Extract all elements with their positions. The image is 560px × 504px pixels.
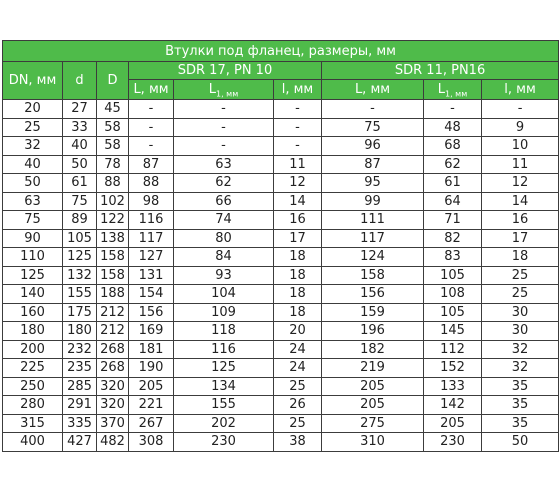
table-cell: 268: [97, 359, 129, 378]
table-cell: 89: [63, 211, 97, 230]
table-cell: 200: [3, 340, 63, 359]
table-cell: 116: [174, 340, 274, 359]
table-cell: 400: [3, 433, 63, 452]
table-cell: 212: [97, 322, 129, 341]
table-cell: 80: [174, 229, 274, 248]
table-cell: 125: [3, 266, 63, 285]
table-cell: 104: [174, 285, 274, 304]
table-row: [3, 211, 559, 230]
table-cell: 212: [97, 303, 129, 322]
table-cell: 75: [3, 211, 63, 230]
header-sdr11-L1-sub: 1, мм: [445, 89, 468, 99]
table-cell: 78: [97, 155, 129, 174]
table-cell: 17: [274, 229, 322, 248]
table-cell: 181: [129, 340, 174, 359]
table-cell: 109: [174, 303, 274, 322]
table-cell: 155: [63, 285, 97, 304]
table-cell: 62: [424, 155, 482, 174]
flange-bushing-table: [2, 40, 559, 452]
table-cell: 17: [482, 229, 559, 248]
table-cell: 175: [63, 303, 97, 322]
table-cell: 145: [424, 322, 482, 341]
table-cell: 154: [129, 285, 174, 304]
table-cell: 35: [482, 377, 559, 396]
table-cell: 24: [274, 340, 322, 359]
table-cell: 335: [63, 414, 97, 433]
table-cell: 63: [3, 192, 63, 211]
table-cell: 230: [174, 433, 274, 452]
table-cell: 221: [129, 396, 174, 415]
header-sdr17-L1: [174, 80, 274, 100]
table-row: [3, 155, 559, 174]
table-cell: 35: [482, 414, 559, 433]
header-sdr17-L: L, мм: [129, 80, 174, 100]
table-cell: 205: [322, 396, 424, 415]
table-cell: 140: [3, 285, 63, 304]
table-cell: 12: [274, 174, 322, 193]
table-cell: 159: [322, 303, 424, 322]
header-sdr11-L1: [424, 80, 482, 100]
table-cell: 116: [129, 211, 174, 230]
table-cell: 205: [322, 377, 424, 396]
table-cell: 99: [322, 192, 424, 211]
table-cell: 285: [63, 377, 97, 396]
table-cell: 196: [322, 322, 424, 341]
table-cell: 50: [63, 155, 97, 174]
table-cell: 16: [274, 211, 322, 230]
table-cell: 315: [3, 414, 63, 433]
table-cell: 87: [129, 155, 174, 174]
table-cell: 62: [174, 174, 274, 193]
table-cell: 27: [63, 100, 97, 119]
table-cell: 180: [63, 322, 97, 341]
table-cell: 125: [63, 248, 97, 267]
table-row: [3, 396, 559, 415]
table-cell: 38: [274, 433, 322, 452]
table-cell: 10: [482, 137, 559, 156]
table-cell: 158: [322, 266, 424, 285]
table-cell: 230: [424, 433, 482, 452]
table-cell: 250: [3, 377, 63, 396]
table-cell: 25: [482, 285, 559, 304]
header-sdr17-L1-sub: 1, мм: [216, 89, 239, 99]
table-cell: 125: [174, 359, 274, 378]
table-cell: 33: [63, 118, 97, 137]
table-cell: 169: [129, 322, 174, 341]
table-cell: 124: [322, 248, 424, 267]
table-cell: 291: [63, 396, 97, 415]
table-cell: 225: [3, 359, 63, 378]
header-sdr11-l: l, мм: [482, 80, 559, 100]
table-cell: 84: [174, 248, 274, 267]
table-cell: 32: [482, 340, 559, 359]
table-row: [3, 285, 559, 304]
table-cell: 188: [97, 285, 129, 304]
table-cell: 117: [322, 229, 424, 248]
table-row: [3, 322, 559, 341]
table-cell: 24: [274, 359, 322, 378]
table-cell: 320: [97, 396, 129, 415]
table-cell: 133: [424, 377, 482, 396]
table-cell: 122: [97, 211, 129, 230]
table-cell: 308: [129, 433, 174, 452]
table-cell: 26: [274, 396, 322, 415]
table-cell: -: [129, 137, 174, 156]
table-cell: 32: [3, 137, 63, 156]
table-cell: 134: [174, 377, 274, 396]
table-cell: 280: [3, 396, 63, 415]
table-cell: 96: [322, 137, 424, 156]
header-d: d: [63, 62, 97, 100]
table-cell: 18: [274, 266, 322, 285]
table-cell: 18: [482, 248, 559, 267]
table-cell: 310: [322, 433, 424, 452]
table-cell: 118: [174, 322, 274, 341]
table-cell: 117: [129, 229, 174, 248]
table-cell: -: [274, 137, 322, 156]
table-cell: 158: [97, 266, 129, 285]
table-cell: -: [322, 100, 424, 119]
table-cell: 152: [424, 359, 482, 378]
table-cell: 182: [322, 340, 424, 359]
table-cell: 482: [97, 433, 129, 452]
table-cell: 158: [97, 248, 129, 267]
table-cell: 58: [97, 137, 129, 156]
table-cell: 18: [274, 285, 322, 304]
table-cell: 58: [97, 118, 129, 137]
table-cell: -: [174, 118, 274, 137]
table-row: [3, 192, 559, 211]
table-cell: 12: [482, 174, 559, 193]
header-sdr17-L1-main: L: [208, 82, 216, 97]
table-cell: 25: [482, 266, 559, 285]
table-cell: -: [174, 137, 274, 156]
table-body: [3, 100, 559, 452]
table-row: [3, 340, 559, 359]
table-cell: 98: [129, 192, 174, 211]
table-row: [3, 359, 559, 378]
table-cell: 11: [274, 155, 322, 174]
table-cell: 20: [274, 322, 322, 341]
table-cell: 88: [129, 174, 174, 193]
table-cell: 219: [322, 359, 424, 378]
header-D: D: [97, 62, 129, 100]
table-cell: 205: [424, 414, 482, 433]
header-dn: DN, мм: [3, 62, 63, 100]
table-cell: 180: [3, 322, 63, 341]
table-cell: 267: [129, 414, 174, 433]
table-cell: 66: [174, 192, 274, 211]
table-cell: 320: [97, 377, 129, 396]
table-cell: 156: [322, 285, 424, 304]
table-cell: 48: [424, 118, 482, 137]
table-cell: 40: [3, 155, 63, 174]
table-cell: -: [129, 100, 174, 119]
table-cell: -: [274, 100, 322, 119]
table-cell: 35: [482, 396, 559, 415]
table-cell: 88: [97, 174, 129, 193]
table-row: [3, 248, 559, 267]
table-cell: 156: [129, 303, 174, 322]
table-cell: 64: [424, 192, 482, 211]
table-cell: 74: [174, 211, 274, 230]
header-sdr17-l: l, мм: [274, 80, 322, 100]
table-cell: 108: [424, 285, 482, 304]
table-cell: 20: [3, 100, 63, 119]
table-cell: 25: [274, 377, 322, 396]
table-cell: 95: [322, 174, 424, 193]
table-cell: 14: [274, 192, 322, 211]
table-title: Втулки под фланец, размеры, мм: [3, 41, 559, 62]
table-row: [3, 174, 559, 193]
table-cell: 370: [97, 414, 129, 433]
table-cell: -: [129, 118, 174, 137]
table-cell: 16: [482, 211, 559, 230]
table-cell: 235: [63, 359, 97, 378]
table-cell: 18: [274, 248, 322, 267]
table-cell: 110: [3, 248, 63, 267]
table-cell: 90: [3, 229, 63, 248]
table-cell: 75: [63, 192, 97, 211]
table-cell: 63: [174, 155, 274, 174]
table-cell: 18: [274, 303, 322, 322]
table-cell: 30: [482, 303, 559, 322]
table-cell: 205: [129, 377, 174, 396]
table-row: [3, 377, 559, 396]
table-cell: 50: [482, 433, 559, 452]
table-cell: 155: [174, 396, 274, 415]
table-cell: 11: [482, 155, 559, 174]
table-cell: 87: [322, 155, 424, 174]
table-cell: 275: [322, 414, 424, 433]
table-cell: 131: [129, 266, 174, 285]
header-sdr17: SDR 17, PN 10: [129, 62, 322, 80]
table-cell: -: [274, 118, 322, 137]
table-cell: 50: [3, 174, 63, 193]
table-row: [3, 433, 559, 452]
header-sdr11-L: L, мм: [322, 80, 424, 100]
table-cell: 9: [482, 118, 559, 137]
table-cell: 105: [63, 229, 97, 248]
table-cell: 160: [3, 303, 63, 322]
table-cell: 25: [3, 118, 63, 137]
header-sdr11: SDR 11, PN16: [322, 62, 559, 80]
table-cell: 142: [424, 396, 482, 415]
table-row: [3, 266, 559, 285]
table-cell: 138: [97, 229, 129, 248]
table-cell: 127: [129, 248, 174, 267]
table-row: [3, 118, 559, 137]
table-cell: 83: [424, 248, 482, 267]
table-cell: 30: [482, 322, 559, 341]
table-cell: 132: [63, 266, 97, 285]
table-cell: -: [482, 100, 559, 119]
table-cell: 82: [424, 229, 482, 248]
table-cell: 102: [97, 192, 129, 211]
table-cell: 112: [424, 340, 482, 359]
table-cell: 202: [174, 414, 274, 433]
table-cell: 190: [129, 359, 174, 378]
table-cell: -: [424, 100, 482, 119]
table-cell: -: [174, 100, 274, 119]
table-cell: 71: [424, 211, 482, 230]
table-row: [3, 303, 559, 322]
table-cell: 111: [322, 211, 424, 230]
table-cell: 268: [97, 340, 129, 359]
table-cell: 68: [424, 137, 482, 156]
table-cell: 25: [274, 414, 322, 433]
table-cell: 32: [482, 359, 559, 378]
table-row: [3, 137, 559, 156]
table-cell: 14: [482, 192, 559, 211]
table-cell: 105: [424, 266, 482, 285]
table-cell: 105: [424, 303, 482, 322]
table-cell: 61: [424, 174, 482, 193]
table-cell: 45: [97, 100, 129, 119]
header-sdr11-L1-main: L: [437, 82, 445, 97]
table-cell: 75: [322, 118, 424, 137]
table-row: [3, 100, 559, 119]
table-cell: 40: [63, 137, 97, 156]
table-cell: 93: [174, 266, 274, 285]
table-row: [3, 414, 559, 433]
table-cell: 427: [63, 433, 97, 452]
table-row: [3, 229, 559, 248]
table-cell: 232: [63, 340, 97, 359]
table-cell: 61: [63, 174, 97, 193]
